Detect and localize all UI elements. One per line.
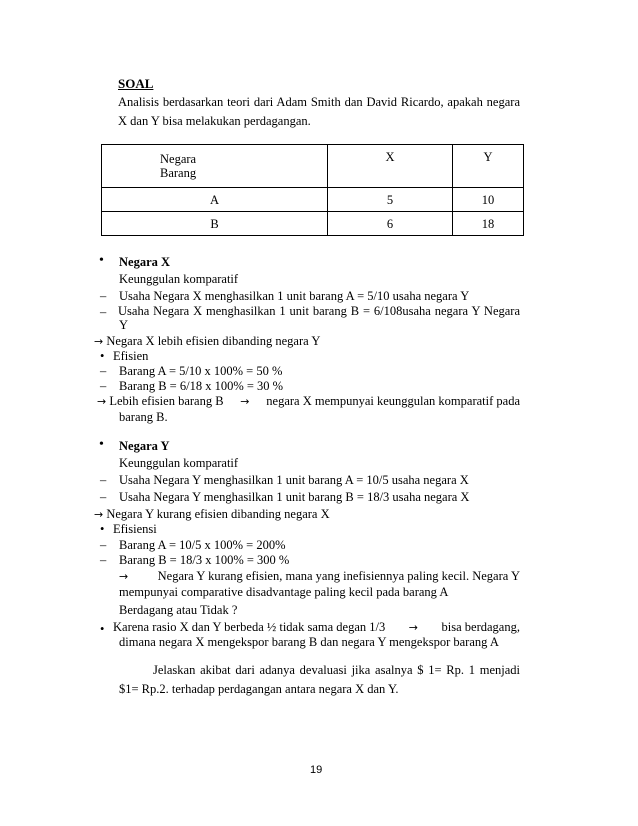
- negara-y-conclusion-row: [94, 507, 330, 522]
- cell-y: 10: [453, 188, 524, 212]
- comparison-table: [101, 144, 524, 236]
- karena-line2: dimana negara X mengekspor barang B dan negara Y mengekspor barang A: [119, 635, 499, 649]
- negara-y-title: Negara Y: [119, 439, 170, 453]
- negara-x-subtitle: Keunggulan komparatif: [119, 272, 239, 286]
- cell-y: 18: [453, 212, 524, 236]
- arrow-right-icon: →: [408, 621, 418, 634]
- negara-x-calc2: Barang B = 6/18 x 100% = 30 %: [119, 379, 284, 393]
- negara-y-conclusion: Negara Y kurang efisien dibanding negara X: [106, 507, 330, 521]
- dash-icon: –: [100, 538, 107, 552]
- dash-icon: –: [100, 289, 107, 303]
- dash-icon: –: [100, 364, 107, 378]
- question-line-2: X dan Y bisa melakukan perdagangan.: [118, 114, 311, 128]
- negara-x-dash2-line2: Y: [119, 318, 129, 332]
- negara-y-calc2: Barang B = 18/3 x 100% = 300 %: [119, 553, 290, 567]
- table-header-row: [102, 145, 524, 188]
- negara-y-dash1: Usaha Negara Y menghasilkan 1 unit barang A = 10/5 usaha negara X: [119, 473, 469, 487]
- table-row: [102, 188, 524, 212]
- dash-icon: –: [100, 379, 107, 393]
- small-bullet-icon: •: [100, 349, 105, 363]
- negara-x-summary-line2: barang B.: [119, 410, 168, 424]
- row-label: B: [102, 212, 328, 236]
- negara-x-dash2-line1: Usaha Negara X menghasilkan 1 unit barang B = 6/108usaha negara Y Negara: [118, 304, 520, 318]
- negara-y-dash2: Usaha Negara Y menghasilkan 1 unit barang B = 18/3 usaha negara X: [119, 490, 470, 504]
- negara-y-note-row: [119, 569, 520, 584]
- dash-icon: –: [100, 305, 107, 319]
- arrow-right-icon: →: [119, 570, 129, 583]
- column-header-y: Y: [453, 145, 524, 188]
- negara-x-title: Negara X: [119, 255, 171, 269]
- karena-line1-part2: bisa berdagang,: [441, 620, 520, 634]
- negara-x-summary-part1: Lebih efisien barang B: [109, 394, 224, 408]
- row-label: A: [102, 188, 328, 212]
- negara-x-summary-row: [97, 394, 520, 409]
- arrow-right-icon: →: [97, 395, 107, 408]
- karena-row: [113, 620, 520, 635]
- small-bullet-icon: •: [100, 522, 105, 536]
- negara-x-calc1: Barang A = 5/10 x 100% = 50 %: [119, 364, 283, 378]
- column-header-x: X: [328, 145, 453, 188]
- arrow-right-icon: →: [94, 508, 104, 521]
- bullet-icon: •: [99, 437, 104, 452]
- negara-x-conclusion-row: [94, 334, 320, 349]
- dash-icon: –: [100, 490, 107, 504]
- table-row: [102, 212, 524, 236]
- negara-y-note-line1: Negara Y kurang efisien, mana yang inefisiennya paling kecil. Negara Y: [157, 569, 520, 583]
- negara-y-efisiensi-label: Efisiensi: [113, 522, 157, 536]
- cell-x: 6: [328, 212, 453, 236]
- question-line-1: Analisis berdasarkan teori dari Adam Smith dan David Ricardo, apakah negara: [118, 95, 520, 109]
- corner-label-negara: Negara: [160, 152, 197, 166]
- karena-line1-part1: Karena rasio X dan Y berbeda ½ tidak sama degan 1/3: [113, 620, 386, 634]
- arrow-right-icon: →: [94, 335, 104, 348]
- bullet-icon: •: [99, 253, 104, 268]
- negara-x-dash1: Usaha Negara X menghasilkan 1 unit barang A = 5/10 usaha negara Y: [119, 289, 470, 303]
- dash-icon: –: [100, 473, 107, 487]
- negara-x-conclusion: Negara X lebih efisien dibanding negara Y: [106, 334, 321, 348]
- arrow-right-icon: →: [240, 395, 250, 408]
- negara-x-efisien-label: Efisien: [113, 349, 149, 363]
- dash-icon: –: [100, 553, 107, 567]
- table-corner-cell: [102, 145, 328, 188]
- section-heading-soal: SOAL: [118, 76, 154, 91]
- cell-x: 5: [328, 188, 453, 212]
- negara-y-note-line2: mempunyai comparative disadvantage paling kecil pada barang A: [119, 585, 449, 599]
- negara-y-calc1: Barang A = 10/5 x 100% = 200%: [119, 538, 286, 552]
- final-question-line2: $1= Rp.2. terhadap perdagangan antara negara X dan Y.: [119, 682, 399, 696]
- negara-x-summary-part2: negara X mempunyai keunggulan komparatif pada: [266, 394, 520, 408]
- corner-label-barang: Barang: [160, 166, 197, 180]
- small-bullet-icon: •: [100, 622, 105, 636]
- final-question-line1: Jelaskan akibat dari adanya devaluasi jika asalnya $ 1= Rp. 1 menjadi: [153, 663, 520, 677]
- page-number: 19: [310, 764, 323, 776]
- negara-y-question: Berdagang atau Tidak ?: [119, 603, 238, 617]
- negara-y-subtitle: Keunggulan komparatif: [119, 456, 239, 470]
